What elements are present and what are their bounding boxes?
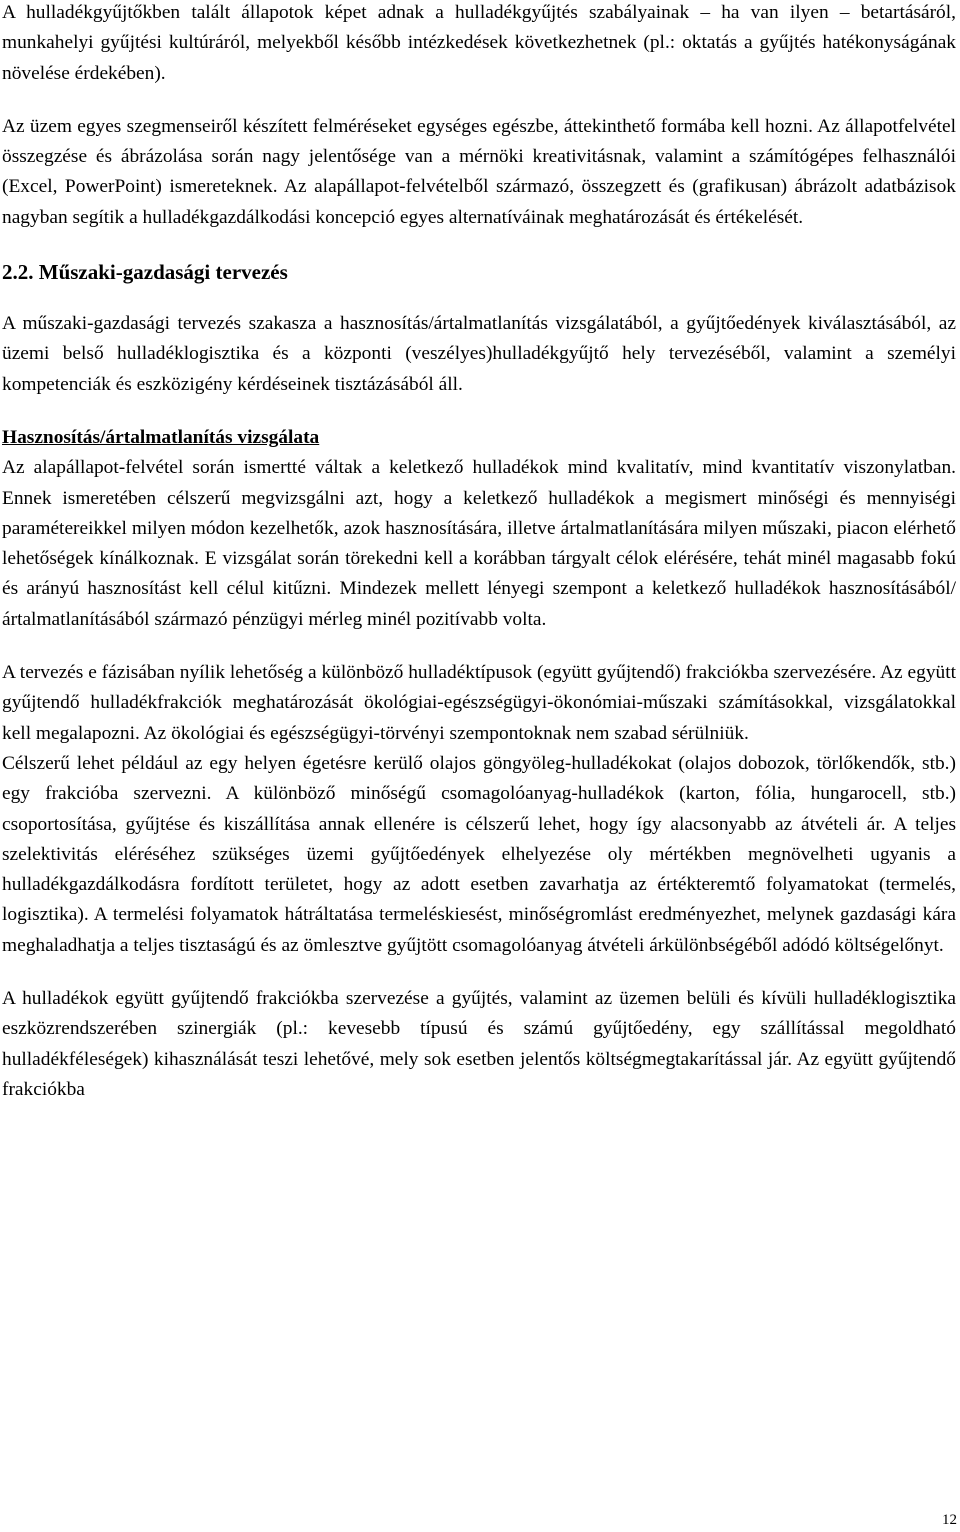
paragraph-collection-states: A hulladékgyűjtőkben talált állapotok képet adnak a hulladékgyűjtés szabályainak – ha van ilyen – betartásáról, munkahelyi gyűjtési kultúráról, melyekből később intézkedések következhetnek (pl.: oktatás a gyűjtés hatékonyságának növelése érdekében). bbox=[2, 2, 956, 84]
paragraph-survey-summary: Az üzem egyes szegmenseiről készített felméréseket egységes egészbe, áttekinthető formába kell hozni. Az állapotfelvétel összegzése és ábrázolása során nagy jelentősége van a mérnöki kreativitásnak, valamint a számítógépes felhasználói (Excel, PowerPoint) ismereteknek. Az alapállapot-felvételből származó, összegzett és (grafikusan) ábrázolt adatbázisok nagyban segítik a hulladékgazdálkodási koncepció egyes alternatíváinak meghatározását és értékelését. bbox=[2, 115, 956, 228]
paragraph-fraction-synergies: A hulladékok együtt gyűjtendő frakciókba szervezése a gyűjtés, valamint az üzemen belüli és kívüli hulladéklogisztika eszközrendszerében szinergiák (pl.: kevesebb típusú és számú gyűjtőedény, egy szállítással megoldható hulladékféleségek) kihasználását teszi lehetővé, mely sok esetben jelentős költségmegtakarítással jár. Az együtt gyűjtendő frakciókba bbox=[2, 988, 956, 1100]
paragraph-recovery-analysis: Az alapállapot-felvétel során ismertté váltak a keletkező hulladékok mind kvalitatív, mind kvantitatív viszonylatban. Ennek ismeretében célszerű megvizsgálni azt, hogy a keletkező hulladékok a megismert minőségi és mennyiségi paramétereikkel milyen módon kezelhetők, azok hasznosítására, illetve ártalmatlanítására milyen műszaki, piacon elérhető lehetőségek kínálkoznak. E vizsgálat során törekedni kell a korábban tárgyalt célok elérésére, tehát minél magasabb fokú és arányú hasznosítást kell célul kitűzni. Mindezek mellett lényegi szempont a keletkező hulladékok hasznosításából/ártalmatlanításából származó pénzügyi mérleg minél pozitívabb volta. bbox=[2, 457, 956, 630]
paragraph-planning-phase: A műszaki-gazdasági tervezés szakasza a hasznosítás/ártalmatlanítás vizsgálatából, a gyűjtőedények kiválasztásából, az üzemi belső hulladéklogisztika és a központi (veszélyes)hulladékgyűjtő hely tervezéséből, valamint a személyi kompetenciák és eszközigény kérdéseinek tisztázásából áll. bbox=[2, 313, 956, 395]
paragraph-fraction-example: Célszerű lehet például az egy helyen égetésre kerülő olajos göngyöleg-hulladékokat (olajos dobozok, törlőkendők, stb.) egy frakcióba szervezni. A különböző minőségű csomagolóanyag-hulladékok (karton, fólia, hungarocell, stb.) csoportosítása, gyűjtése és kiszállítása annak ellenére is célszerű lehet, hogy így alacsonyabb az átvételi ár. A teljes szelektivitás eléréséhez szükséges üzemi gyűjtőedények elhelyezése oly mértékben megnövelheti ugyanis a hulladékgazdálkodásra fordított területet, hogy az adott esetben zavarhatja az értékteremtő folyamatokat (termelés, logisztika). A termelési folyamatok hátráltatása termeléskiesést, minőségromlást eredményezhet, melynek gazdasági kára meghaladhatja a teljes tisztaságú és az ömlesztve gyűjtött csomagolóanyag átvételi árkülönbségéből adódó költségelőnyt. bbox=[2, 752, 956, 956]
paragraph-fraction-organization: A tervezés e fázisában nyílik lehetőség a különböző hulladéktípusok (együtt gyűjtendő) frakciókba szervezésére. Az együtt gyűjtendő hulladékfrakciók meghatározását ökológiai-egészségügyi-ökonómiai-műszaki számításokkal, vizsgálatokkal kell megalapozni. Az ökológiai és egészségügyi-törvényi szempontoknak nem szabad sérülniük. bbox=[2, 662, 956, 744]
subsection-heading-recovery-disposal: Hasznosítás/ártalmatlanítás vizsgálata bbox=[2, 426, 320, 448]
section-heading-technical-economic-planning: 2.2. Műszaki-gazdasági tervezés bbox=[2, 260, 288, 285]
document-page bbox=[2, 0, 956, 1105]
page-number: 12 bbox=[942, 1512, 957, 1528]
